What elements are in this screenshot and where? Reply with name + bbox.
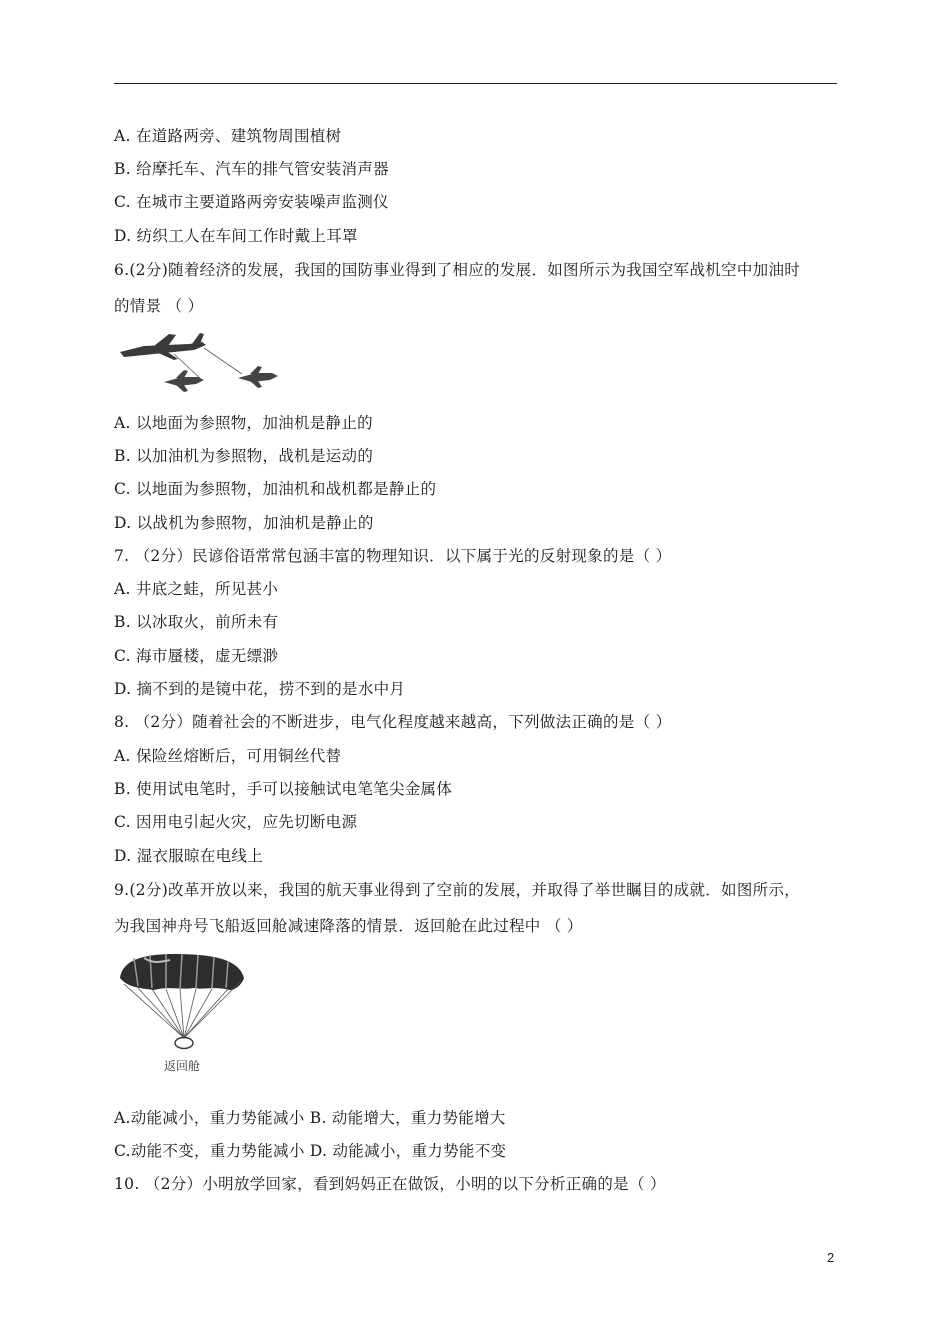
figure-caption: 返回舱 [164,1059,201,1073]
q7-option-d: D. 摘不到的是镜中花，捞不到的是水中月 [114,680,406,698]
q8-option-a: A. 保险丝熔断后，可用铜丝代替 [114,747,342,765]
q7-option-b: B. 以冰取火，前所未有 [114,613,279,631]
q6-option-a: A. 以地面为参照物，加油机是静止的 [114,414,373,432]
q8-stem: 8. （2分）随着社会的不断进步，电气化程度越来越高，下列做法正确的是（ ） [114,713,672,731]
q5-option-a: A. 在道路两旁、建筑物周围植树 [114,127,342,145]
q6-option-d: D. 以战机为参照物，加油机是静止的 [114,514,374,532]
q9-options-cd: C.动能不变，重力势能减小 D. 动能减小，重力势能不变 [114,1142,507,1160]
q5-option-b: B. 给摩托车、汽车的排气管安装消声器 [114,160,389,178]
q6-stem-line2: 的情景 （ ） [114,297,204,315]
q7-option-a: A. 井底之蛙，所见甚小 [114,580,279,598]
q7-option-c: C. 海市蜃楼，虚无缥渺 [114,647,279,665]
q6-stem-line1: 6.(2分)随着经济的发展，我国的国防事业得到了相应的发展．如图所示为我国空军战机空中加油时 [114,261,801,279]
q6-option-b: B. 以加油机为参照物，战机是运动的 [114,447,374,465]
fighter-jet-right [238,366,278,388]
parachute-capsule-figure [114,950,249,1078]
header-rule [114,83,837,84]
parachute-canopy [120,954,244,990]
q5-option-c: C. 在城市主要道路两旁安装噪声监测仪 [114,193,389,211]
return-capsule [175,1038,193,1049]
q10-stem: 10. （2分）小明放学回家，看到妈妈正在做饭，小明的以下分析正确的是（ ） [114,1175,666,1193]
q8-option-b: B. 使用试电笔时，手可以接触试电笔笔尖金属体 [114,780,453,798]
aerial-refueling-figure [114,330,289,396]
fighter-jet-left [164,370,204,392]
q8-option-c: C. 因用电引起火灾，应先切断电源 [114,813,358,831]
q5-option-d: D. 纺织工人在车间工作时戴上耳罩 [114,227,358,245]
q6-option-c: C. 以地面为参照物，加油机和战机都是静止的 [114,480,437,498]
page-number: 2 [827,1250,835,1265]
tanker-aircraft [120,333,206,360]
q7-stem: 7. （2分）民谚俗语常常包涵丰富的物理知识．以下属于光的反射现象的是（ ） [114,547,672,565]
q9-stem-line2: 为我国神舟号飞船返回舱减速降落的情景．返回舱在此过程中 （ ） [114,917,583,935]
suspension-lines [124,982,240,1038]
q9-stem-line1: 9.(2分)改革开放以来，我国的航天事业得到了空前的发展，并取得了举世瞩目的成就．如图所示， [114,881,801,899]
q9-options-ab: A.动能减小，重力势能减小 B. 动能增大，重力势能增大 [114,1109,506,1127]
q8-option-d: D. 湿衣服晾在电线上 [114,847,264,865]
